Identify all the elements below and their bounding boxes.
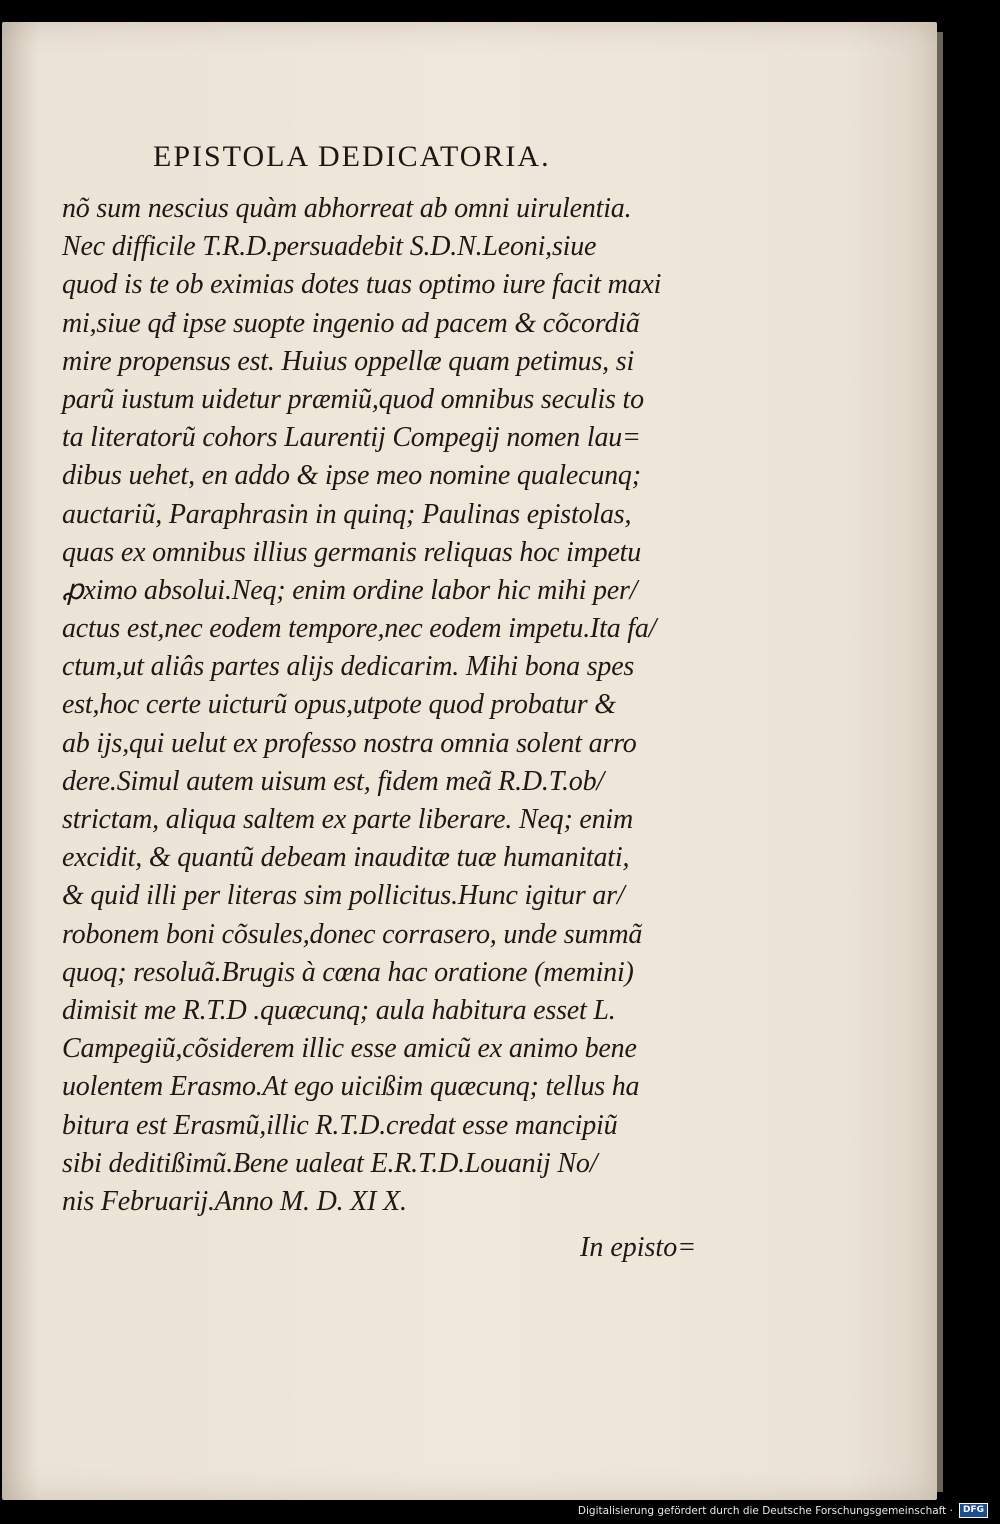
text-line: est,hoc certe uicturũ opus,utpote quod probatur &	[62, 689, 616, 721]
text-block	[62, 190, 702, 1221]
text-line: bitura est Erasmũ,illic R.T.D.credat esse mancipiũ	[62, 1109, 618, 1141]
text-line: mi,siue qđ ipse suopte ingenio ad pacem & cõcordiã	[62, 307, 640, 339]
text-line: parũ iustum uidetur præmiũ,quod omnibus seculis to	[62, 383, 644, 415]
text-line: robonem boni cõsules,donec corrasero, unde summã	[62, 918, 643, 950]
text-line: dibus uehet, en addo & ipse meo nomine qualecunq;	[62, 460, 641, 492]
text-line: ctum,ut aliâs partes alijs dedicarim. Mihi bona spes	[62, 651, 635, 683]
text-line: nis Februarij.Anno M. D. XI X.	[62, 1185, 407, 1217]
catchword: In episto=	[580, 1232, 697, 1263]
text-line: uolentem Erasmo.At ego uicißim quæcunq; tellus ha	[62, 1071, 640, 1103]
text-line: actus est,nec eodem tempore,nec eodem impetu.Ita fa/	[62, 613, 657, 645]
text-line: auctariũ, Paraphrasin in quinq; Paulinas epistolas,	[62, 498, 632, 530]
text-line: quoq; resoluã.Brugis à cœna hac oratione (memini)	[62, 956, 634, 988]
text-line: ꝓximo absolui.Neq; enim ordine labor hic mihi per/	[62, 574, 638, 606]
running-head: EPISTOLA DEDICATORIA.	[153, 140, 551, 173]
text-line: mire propensus est. Huius oppellæ quam petimus, si	[62, 345, 635, 377]
text-line: dimisit me R.T.D .quæcunq; aula habitura esset L.	[62, 994, 616, 1026]
text-line: dere.Simul autem uisum est, fidem meã R.D.T.ob/	[62, 765, 604, 797]
dfg-logo: DFG	[959, 1503, 988, 1518]
text-line: quas ex omnibus illius germanis reliquas hoc impetu	[62, 536, 642, 568]
text-line: sibi deditißimũ.Bene ualeat E.R.T.D.Louanij No/	[62, 1147, 598, 1179]
text-line: nõ sum nescius quàm abhorreat ab omni uirulentia.	[62, 193, 632, 224]
text-line: ab ijs,qui uelut ex professo nostra omnia solent arro	[62, 727, 637, 759]
text-line: ta literatorũ cohors Laurentij Compegij nomen lau=	[62, 422, 641, 454]
text-line: excidit, & quantũ debeam inauditæ tuæ humanitati,	[62, 842, 630, 874]
text-line: Campegiũ,cõsiderem illic esse amicũ ex animo bene	[62, 1033, 637, 1065]
funding-credit: Digitalisierung gefördert durch die Deutsche Forschungsgemeinschaft ·	[577, 1504, 953, 1517]
page-edge	[937, 32, 943, 1492]
text-line: Nec difficile T.R.D.persuadebit S.D.N.Leoni,siue	[62, 231, 597, 263]
footer	[578, 1503, 988, 1518]
text-line: & quid illi per literas sim pollicitus.Hunc igitur ar/	[62, 880, 625, 912]
text-line: quod is te ob eximias dotes tuas optimo iure facit maxi	[62, 269, 662, 301]
text-line: strictam, aliqua saltem ex parte liberare. Neq; enim	[62, 804, 634, 835]
